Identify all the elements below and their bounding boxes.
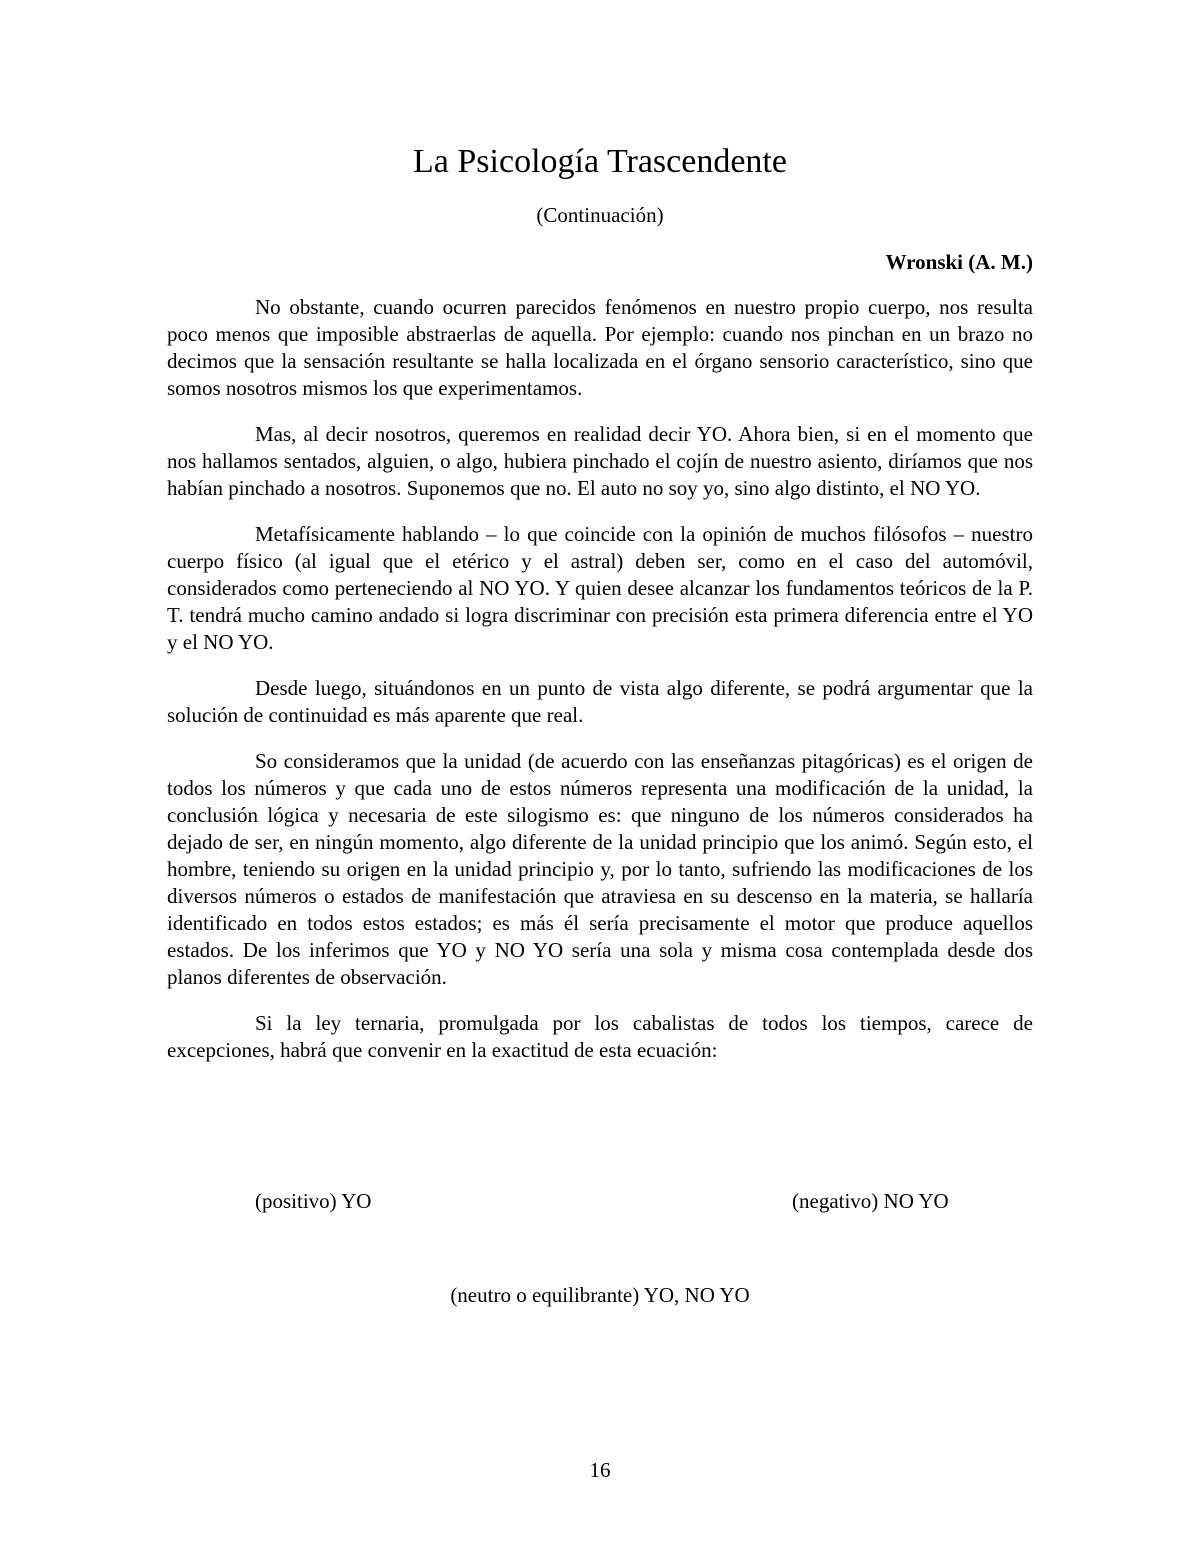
author: Wronski (A. M.) bbox=[885, 250, 1033, 274]
paragraph: So consideramos que la unidad (de acuerdo con las enseñanzas pitagóricas) es el origen de todos los números y que cada uno de estos números representa una modificación de la unidad, la conclusión lógica y necesaria de este silogismo es: que ninguno de los números considerados ha dejado de ser, en ningún momento, algo diferente de la unidad principio que los animó. Según esto, el hombre, teniendo su origen en la unidad principio y, por lo tanto, sufriendo las modificaciones de los diversos números o estados de manifestación que atraviesa en su descenso en la materia, se hallaría identificado en todos estos estados; es más él sería precisamente el motor que produce aquellos estados. De los inferimos que YO y NO YO sería una sola y misma cosa contemplada desde dos planos diferentes de observación. bbox=[167, 749, 1033, 989]
equation-negative: (negativo) NO YO bbox=[792, 1189, 949, 1213]
paragraph: Mas, al decir nosotros, queremos en realidad decir YO. Ahora bien, si en el momento que nos hallamos sentados, alguien, o algo, hubiera pinchado el cojín de nuestro asiento, diríamos que nos habían pinchado a nosotros. Suponemos que no. El auto no soy yo, sino algo distinto, el NO YO. bbox=[167, 422, 1033, 500]
equation-positive: (positivo) YO bbox=[255, 1189, 372, 1213]
paragraph: Metafísicamente hablando – lo que coincide con la opinión de muchos filósofos – nuestro cuerpo físico (al igual que el etérico y el astral) deben ser, como en el caso del automóvil, considerados como perteneciendo al NO YO. Y quien desee alcanzar los fundamentos teóricos de la P. T. tendrá mucho camino andado si logra discriminar con precisión esta primera diferencia entre el YO y el NO YO. bbox=[167, 522, 1033, 654]
paragraph: Desde luego, situándonos en un punto de vista algo diferente, se podrá argumentar que la solución de continuidad es más aparente que real. bbox=[167, 676, 1033, 727]
equation-row bbox=[0, 1187, 1200, 1217]
paragraph: No obstante, cuando ocurren parecidos fenómenos en nuestro propio cuerpo, nos resulta poco menos que imposible abstraerlas de aquella. Por ejemplo: cuando nos pinchan en un brazo no decimos que la sensación resultante se halla localizada en el órgano sensorio característico, sino que somos nosotros mismos los que experimentamos. bbox=[167, 295, 1033, 400]
body-text bbox=[167, 294, 1033, 1083]
page-title: La Psicología Trascendente bbox=[413, 143, 787, 180]
equation-neutral: (neutro o equilibrante) YO, NO YO bbox=[450, 1283, 750, 1307]
paragraph: Si la ley ternaria, promulgada por los cabalistas de todos los tiempos, carece de excepciones, habrá que convenir en la exactitud de esta ecuación: bbox=[167, 1011, 1033, 1062]
page-number: 16 bbox=[589, 1458, 611, 1482]
subtitle: (Continuación) bbox=[536, 203, 664, 227]
